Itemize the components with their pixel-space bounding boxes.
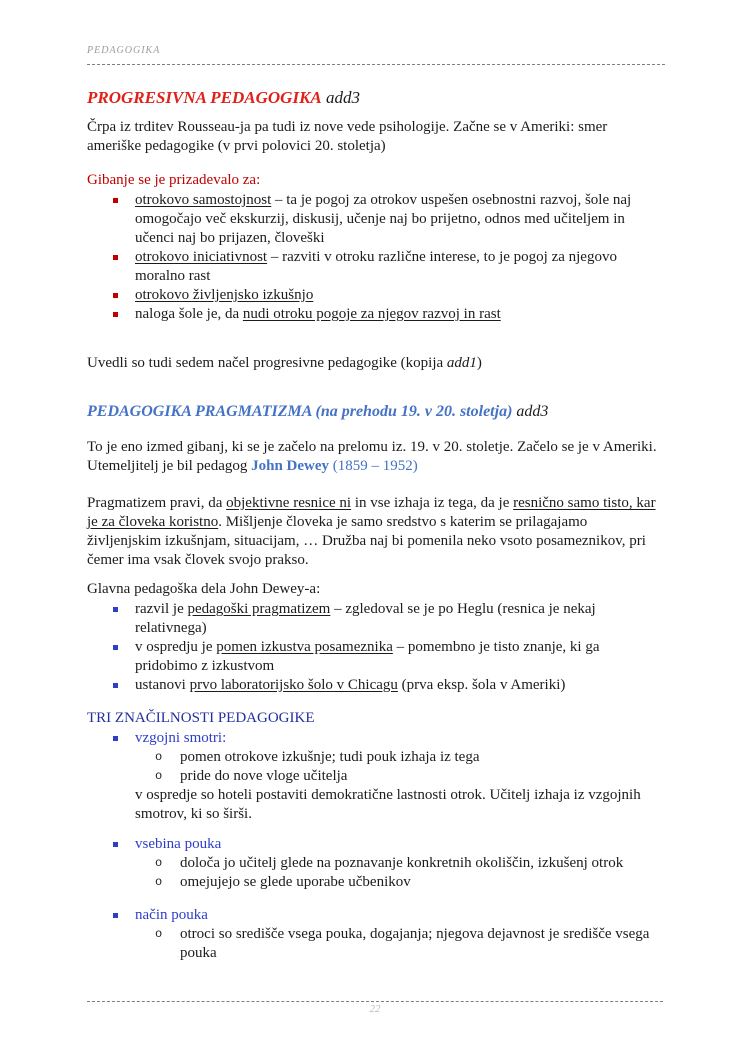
list-item [87, 286, 665, 305]
sub-list-item [87, 748, 665, 767]
running-head: PEDAGOGIKA [87, 45, 161, 56]
bullet-circle-icon: o [155, 769, 163, 783]
bullet-square-icon [113, 913, 118, 918]
bullet-square-icon [113, 312, 118, 317]
text-run: v ospredju je [135, 639, 217, 655]
bullet-circle-icon: o [155, 875, 163, 889]
text-run: Črpa iz trditev Rousseau-ja pa tudi iz nove vede psihologije. Začne se v Ameriki: smer ameriške pedagogike (v prvi polovici 20. stoletja) [87, 119, 608, 154]
text-run: Uvedli so tudi sedem načel progresivne pedagogike (kopija [87, 355, 447, 371]
list-gibanje [87, 191, 665, 324]
list-tri-znacilnosti [87, 729, 665, 963]
list-item-text [135, 677, 565, 693]
tri-item-note: v ospredje so hoteli postaviti demokratične lastnosti otrok. Učitelj izhaja iz vzgojnih smotrov, ki so širši. [135, 787, 641, 822]
tri-item-label: način pouka [135, 907, 208, 923]
text-run: otrokovo samostojnost [135, 192, 272, 208]
text-run: – razviti v otroku različne interese, to je pogoj za njegovo moralno rast [135, 249, 617, 284]
bullet-square-icon [113, 683, 118, 688]
list-item [87, 191, 665, 248]
list-item [87, 676, 665, 695]
text-run: pomen izkustva posameznika [216, 639, 393, 655]
section-title-progresivna-pedagogika [87, 87, 665, 109]
paragraph-uvedli [87, 354, 665, 373]
list-item [87, 248, 665, 286]
list-item [87, 638, 665, 676]
page-footer [87, 1001, 663, 1016]
page-number: 22 [369, 1003, 381, 1015]
tri-item-nacin-pouka [87, 906, 665, 925]
sub-item-text: pride do nove vloge učitelja [180, 768, 348, 784]
list-dela [87, 600, 665, 695]
text-run: (1859 – 1952) [332, 458, 418, 474]
bullet-circle-icon: o [155, 856, 163, 870]
bullet-square-icon [113, 607, 118, 612]
list-item-text [135, 287, 313, 303]
list-item-text [135, 639, 599, 674]
text-run: Pragmatizem pravi, da [87, 495, 227, 511]
text-run: PROGRESIVNA PEDAGOGIKA [87, 88, 322, 107]
section-title-pedagogika-pragmatizma [87, 402, 665, 422]
text-run: – ta je pogoj za otrokov uspešen osebnostni razvoj, šole naj omogočajo več ekskurzij, diskusij, učenje naj bo prijetno, odnos med učiteljem in učenci naj bo prijazen, človeški [135, 192, 632, 246]
text-run: – pomembno je tisto znanje, ki ga pridobimo z izkustvom [135, 639, 600, 674]
bullet-circle-icon: o [155, 750, 163, 764]
sub-item-text: določa jo učitelj glede na poznavanje konkretnih okoliščin, izkušenj otrok [180, 855, 624, 871]
list-item [87, 600, 665, 638]
bullet-circle-icon: o [155, 927, 163, 941]
sub-list-item [87, 767, 665, 786]
tri-item-vsebina-pouka [87, 835, 665, 854]
text-run: razvil je [135, 601, 188, 617]
text-run: (prva eksp. šola v Ameriki) [397, 677, 566, 693]
text-run: ustanovi [135, 677, 190, 693]
text-run: ) [476, 355, 482, 371]
text-run: . Mišljenje človeka je samo sredstvo s katerim se prilagajamo življenjskim izkušnjam, situacijam, … Družba naj bi pomenila neko vsoto posameznikov, pri čemer ima vsak človek svojo prakso. [87, 514, 646, 568]
tri-item-vzgojni-smotri [87, 729, 665, 748]
text-run: resnično samo tisto, kar je za človeka koristno [87, 495, 656, 530]
text-run: otrokovo iniciativnost [135, 249, 268, 265]
heading-gibanje: Gibanje se je prizadevalo za: [87, 172, 261, 188]
text-run: naloga šole je, da [135, 306, 243, 322]
heading-dela: Glavna pedagoška dela John Dewey-a: [87, 581, 321, 597]
text-run: John Dewey [251, 458, 330, 474]
heading-tri-znacilnosti: TRI ZNAČILNOSTI PEDAGOGIKE [87, 710, 315, 726]
page-content [87, 40, 665, 963]
list-item-text [135, 192, 631, 246]
text-run: prvo laboratorijsko šolo v Chicagu [189, 677, 398, 693]
list-item-text [135, 249, 617, 284]
sub-item-text: pomen otrokove izkušnje; tudi pouk izhaja iz tega [180, 749, 480, 765]
text-run: otrokovo življenjsko izkušnjo [135, 287, 314, 303]
text-run: – zgledoval se je po Heglu (resnica je nekaj relativnega) [135, 601, 596, 636]
sub-item-text: otroci so središče vsega pouka, dogajanja; njegova dejavnost je središče vsega pouka [180, 926, 650, 961]
paragraph-pragmatizem [87, 494, 665, 570]
text-run: in vse izhaja iz tega, da je [351, 495, 514, 511]
paragraph-pragmatizma-intro [87, 438, 665, 476]
list-item-text [135, 306, 501, 322]
tri-item-label: vzgojni smotri: [135, 730, 227, 746]
bullet-square-icon [113, 293, 118, 298]
bullet-square-icon [113, 842, 118, 847]
text-run: pedagoški pragmatizem [187, 601, 331, 617]
sub-list-item [87, 854, 665, 873]
bullet-square-icon [113, 198, 118, 203]
tri-item-label: vsebina pouka [135, 836, 222, 852]
paragraph-intro [87, 118, 665, 156]
bullet-square-icon [113, 255, 118, 260]
text-run: To je eno izmed gibanj, ki se je začelo na prelomu iz. 19. v 20. stoletje. Začelo se je v Ameriki. Utemeljitelj je bil pedagog [87, 439, 657, 474]
text-run: PEDAGOGIKA PRAGMATIZMA (na prehodu 19. v 20. stoletja) [87, 403, 513, 420]
list-item [87, 305, 665, 324]
text-run: add3 [326, 88, 361, 107]
text-run: objektivne resnice ni [226, 495, 352, 511]
page-header [87, 40, 665, 65]
bullet-square-icon [113, 645, 118, 650]
bullet-square-icon [113, 736, 118, 741]
sub-list-item [87, 873, 665, 892]
sub-list-item [87, 925, 665, 963]
text-run: add3 [516, 403, 549, 420]
list-item-text [135, 601, 596, 636]
text-run: nudi otroku pogoje za njegov razvoj in rast [242, 306, 501, 322]
sub-item-text: omejujejo se glede uporabe učbenikov [180, 874, 411, 890]
text-run: add1 [446, 355, 477, 371]
